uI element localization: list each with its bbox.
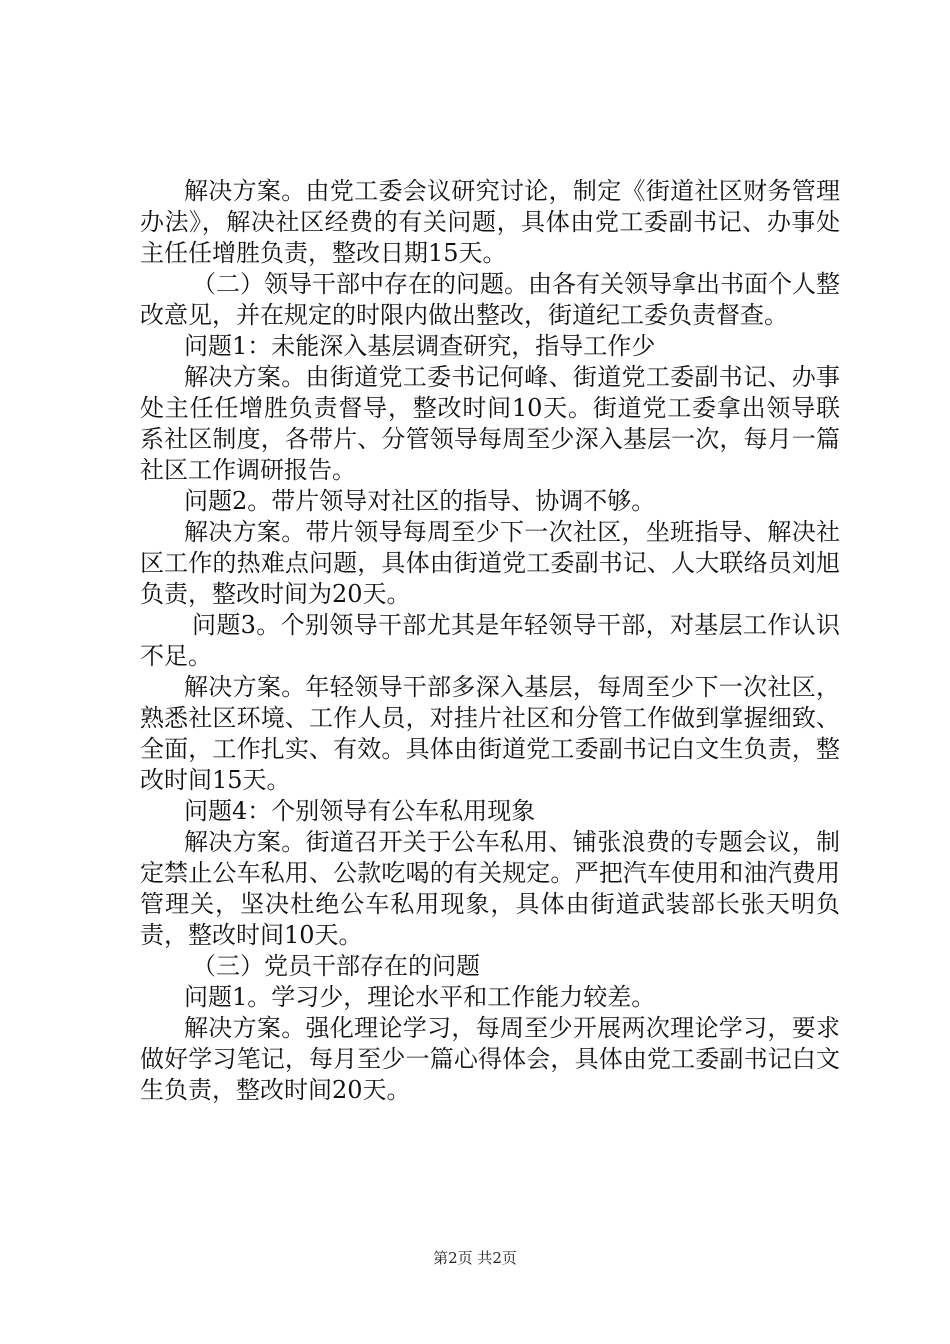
solution-problem-1-leaders: 解决方案。由街道党工委书记何峰、街道党工委副书记、办事处主任任增胜负责督导，整改时间10天。街道党工委拿出领导联系社区制度，各带片、分管领导每周至少深入基层一次，每月一篇社区工作调研报告。 xyxy=(140,363,840,484)
solution-problem-1-members: 解决方案。强化理论学习，每周至少开展两次理论学习，要求做好学习笔记，每月至少一篇心得体会，具体由党工委副书记白文生负责，整改时间20天。 xyxy=(140,1014,840,1104)
section-heading-leaders: （二）领导干部中存在的问题。由各有关领导拿出书面个人整改意见，并在规定的时限内做出整改，街道纪工委负责督查。 xyxy=(140,270,840,329)
problem-2-leaders: 问题2。带片领导对社区的指导、协调不够。 xyxy=(184,487,656,515)
paragraph-solution-finance: 解决方案。由党工委会议研究讨论，制定《街道社区财务管理办法》，解决社区经费的有关问题，具体由党工委副书记、办事处主任任增胜负责，整改日期15天。 xyxy=(140,177,840,267)
problem-4-leaders: 问题4：个别领导有公车私用现象 xyxy=(184,797,536,825)
solution-problem-4-leaders: 解决方案。街道召开关于公车私用、铺张浪费的专题会议，制定禁止公车私用、公款吃喝的有关规定。严把汽车使用和油汽费用管理关，坚决杜绝公车私用现象，具体由街道武装部长张天明负责，整改时间10天。 xyxy=(140,828,840,949)
page-number-footer: 第2页 共2页 xyxy=(433,1249,517,1267)
section-heading-members: （三）党员干部存在的问题 xyxy=(192,952,480,980)
problem-1-members: 问题1。学习少，理论水平和工作能力较差。 xyxy=(184,983,656,1011)
solution-problem-2-leaders: 解决方案。带片领导每周至少下一次社区，坐班指导、解决社区工作的热难点问题，具体由街道党工委副书记、人大联络员刘旭负责，整改时间为20天。 xyxy=(140,518,840,608)
problem-1-leaders: 问题1：未能深入基层调查研究，指导工作少 xyxy=(184,332,656,360)
problem-3-leaders: 问题3。个别领导干部尤其是年轻领导干部，对基层工作认识不足。 xyxy=(140,611,840,670)
solution-problem-3-leaders: 解决方案。年轻领导干部多深入基层，每周至少下一次社区，熟悉社区环境、工作人员，对挂片社区和分管工作做到掌握细致、全面，工作扎实、有效。具体由街道党工委副书记白文生负责，整改时间15天。 xyxy=(140,673,840,794)
document-body xyxy=(140,176,840,1106)
